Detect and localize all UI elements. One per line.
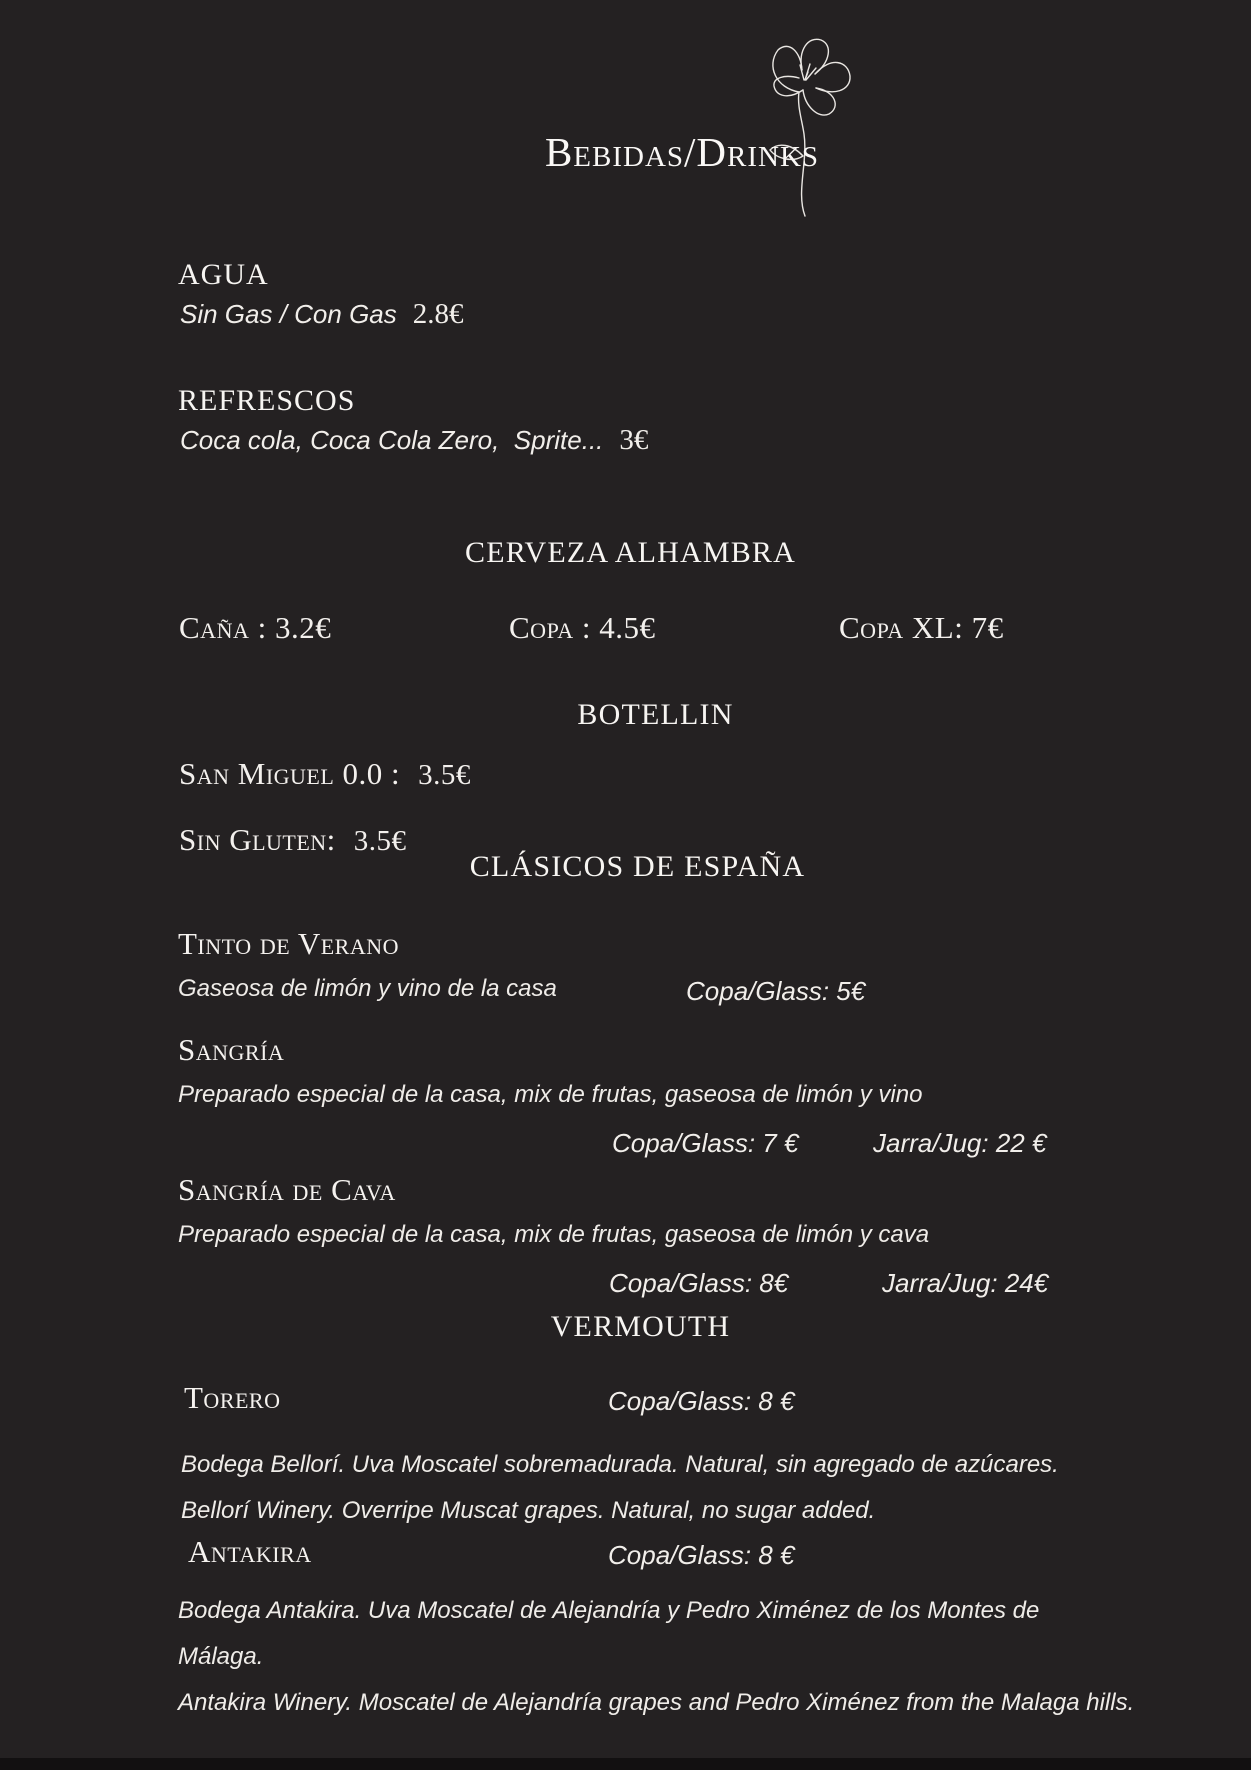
beer-option-copa: Copa : 4.5€ <box>509 610 656 645</box>
item-description-english: Bellorí Winery. Overripe Muscat grapes. Natural, no sugar added. <box>181 1497 876 1524</box>
item-description-english: Antakira Winery. Moscatel de Alejandría grapes and Pedro Ximénez from the Malaga hills. <box>178 1689 1135 1716</box>
item-name-sangria: Sangría <box>178 1032 285 1067</box>
page-title: Bebidas/Drinks <box>544 129 820 175</box>
item-name-tinto-de-verano: Tinto de Verano <box>178 926 400 961</box>
beer-option-cana: Caña : 3.2€ <box>179 610 332 645</box>
section-heading-clasicos: CLÁSICOS DE ESPAÑA <box>469 850 806 883</box>
item-glass-price: Copa/Glass: 8 € <box>608 1540 795 1570</box>
flower-icon <box>748 34 852 218</box>
section-heading-botellin: BOTELLIN <box>577 698 734 731</box>
refrescos-detail: Coca cola, Coca Cola Zero, Sprite... <box>180 425 604 455</box>
section-heading-vermouth: VERMOUTH <box>550 1310 731 1343</box>
item-name-antakira: Antakira <box>188 1534 312 1569</box>
item-name-sangria-de-cava: Sangría de Cava <box>178 1172 396 1207</box>
agua-detail: Sin Gas / Con Gas <box>180 299 397 329</box>
footer-strip <box>0 1758 1251 1770</box>
agua-detail-line <box>180 298 464 331</box>
section-heading-refrescos: REFRESCOS <box>178 384 356 417</box>
botellin-item-price: 3.5€ <box>353 825 407 857</box>
section-heading-cerveza: CERVEZA ALHAMBRA <box>465 536 796 569</box>
botellin-item-label: San Miguel 0.0 : <box>179 756 401 791</box>
botellin-item-san-miguel <box>179 756 471 792</box>
section-heading-agua: AGUA <box>178 258 269 291</box>
beer-option-copa-xl: Copa XL: 7€ <box>839 610 1004 645</box>
item-description: Preparado especial de la casa, mix de frutas, gaseosa de limón y cava <box>178 1221 930 1248</box>
item-glass-price: Copa/Glass: 5€ <box>686 976 866 1006</box>
item-glass-price: Copa/Glass: 8 € <box>608 1386 795 1416</box>
item-jug-price: Jarra/Jug: 22 € <box>873 1128 1047 1158</box>
item-jug-price: Jarra/Jug: 24€ <box>882 1268 1049 1298</box>
item-name-torero: Torero <box>184 1380 281 1415</box>
item-description: Preparado especial de la casa, mix de frutas, gaseosa de limón y vino <box>178 1081 923 1108</box>
botellin-item-price: 3.5€ <box>418 759 471 791</box>
refrescos-detail-line <box>180 424 648 457</box>
refrescos-price: 3€ <box>619 424 649 456</box>
item-description: Gaseosa de limón y vino de la casa <box>178 975 557 1002</box>
botellin-item-label: Sin Gluten: <box>179 822 336 857</box>
item-description-spanish: Bodega Bellorí. Uva Moscatel sobremadurada. Natural, sin agregado de azúcares. <box>181 1451 1059 1478</box>
item-description-spanish: Bodega Antakira. Uva Moscatel de Alejandría y Pedro Ximénez de los Montes de Málaga. <box>178 1597 1040 1670</box>
agua-price: 2.8€ <box>412 298 464 330</box>
item-glass-price: Copa/Glass: 8€ <box>609 1268 789 1298</box>
item-glass-price: Copa/Glass: 7 € <box>612 1128 799 1158</box>
